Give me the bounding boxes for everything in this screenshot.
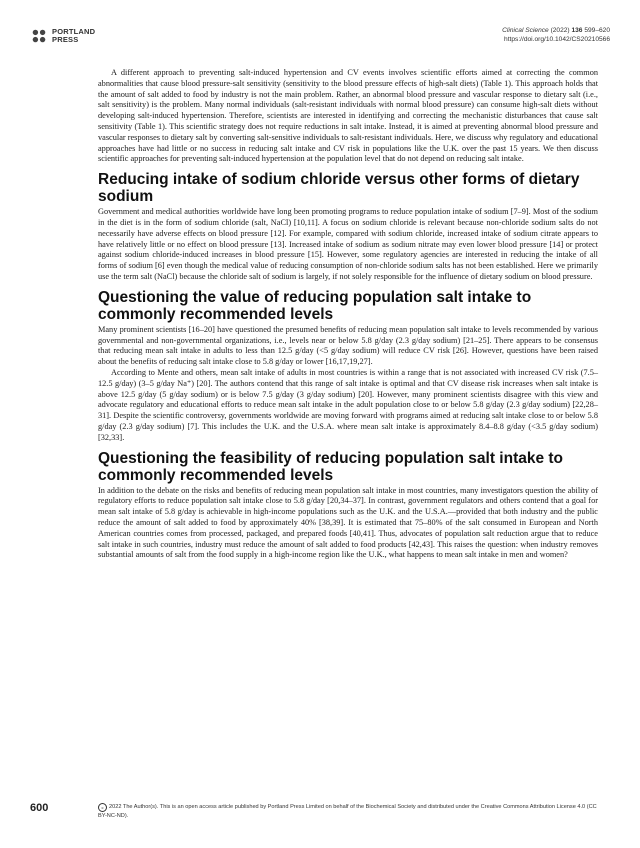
journal-name: Clinical Science xyxy=(502,27,549,34)
license-text: 2022 The Author(s). This is an open access article published by Portland Press Limited on behalf of the Biochemical Society and distributed under the Creative Commons Attribution License 4.0 (CC BY-NC-ND). xyxy=(98,804,597,819)
publisher-name-line1: PORTLAND xyxy=(52,27,96,36)
section-heading-sodium-forms: Reducing intake of sodium chloride versus other forms of dietary sodium xyxy=(98,171,580,206)
section-value-paragraph-1: Many prominent scientists [16–20] have questioned the presumed benefits of reducing mean population salt intake to levels recommended by various governmental and non-governmental organizations, i.e., levels near or below 5.8 g/day (2.3 g/day sodium) [21–25]. There appears to be consensus that reducing mean salt intake in adults to less than 12.5 g/day (<5 g/day sodium) will reduce CV risk [26]. However, questions have been raised about the benefits of reducing salt intake close to 5.8 g/day or lower [16,17,19,27]. xyxy=(98,324,598,367)
article-body xyxy=(98,68,598,561)
section-sodium-forms-paragraph: Government and medical authorities worldwide have long been promoting programs to reduce population intake of sodium [7–9]. Most of the sodium in the diet is in the form of sodium chloride (salt, NaCl) [10,11]. A focus on sodium chloride is relevant because non-chloride sodium salts do not necessarily have adverse effects on blood pressure [12]. For example, compared with sodium chloride, increased intake of sodium citrate appears to have relatively little or no effect on blood pressure [13]. Increased intake of sodium as sodium nitrate may even lower blood pressure [14] or protect against sodium chloride-induced increases in blood pressure [15]. However, some regulatory agencies are interested in reducing the intake of all forms of sodium [6] even though the medical value of reducing consumption of non-chloride sodium salts has not been established. Here we primarily use the term salt (NaCl) because the chloride salt of sodium is largely, if not solely responsible for the influence of dietary sodium on blood pressure. xyxy=(98,207,598,281)
section-feasibility-paragraph: In addition to the debate on the risks and benefits of reducing mean population salt intake in most countries, many investigators question the ability of regulatory efforts to reduce population salt intake close to 5.8 g/day [20,34–37]. In contrast, government regulators and others contend that a goal for mean salt intake of 5.8 g/day is achievable in high-income populations such as the U.K. and the U.S.A.—provided that both industry and the public reduce the amount of salt added to food by approximately 40% [38,39]. It is estimated that 75–80% of the salt consumed in European and North American countries comes from processed, packaged, and prepared foods [40,41]. Thus, advocates of population salt reduction argue that to reduce salt intake in such countries, industry must reduce the amount of salt added to food products [42,43]. This raises the question: when industry removes substantial amounts of salt from the food supply in a high-income region like the U.K., what happens to mean salt intake in men and women? xyxy=(98,485,598,560)
section-value-paragraph-2: According to Mente and others, mean salt intake of adults in most countries is within a range that is not associated with increased CV risk (7.5–12.5 g/day) (3–5 g/day Na⁺) [20]. The authors contend that this range of salt intake is optimal and that CV disease risk increases when salt intake is above 12.5 g/day (5 g/day sodium) or is below 7.5 g/day (3 g/day sodium) [20]. However, many prominent scientists disagree with this view and advocate regulatory and educational efforts to reduce mean salt intake in the adult population close to or below 5.8 g/day (2.3 g/day sodium) [22,28–31]. Despite the scientific controversy, governments worldwide are moving forward with programs aimed at reducing salt intake close to or below 5.8 g/day (2.3 g/day sodium) [7]. This includes the U.K. and the U.S.A. where mean salt intake is approximately 8.4–8.8 g/day (<3.5 g/day sodium) [32,33]. xyxy=(98,367,598,442)
intro-paragraph: A different approach to preventing salt-induced hypertension and CV events involves scientific efforts aimed at correcting the common abnormalities that cause blood pressure-salt sensitivity (sensitivity to the blood pressure effects of high-salt diets) (Table 1). This approach holds that the amount of salt added to food by industry is not the main problem. Rather, an abnormal blood pressure and vascular response to dietary salt (i.e., salt sensitivity) is the problem. Many normal individuals (salt-resistant individuals with normal blood pressure) can consume high-salt diets without developing salt-induced hypertension. Therefore, scientists are interested in identifying and correcting the mechanistic disturbances that cause salt sensitivity (Table 1). This scientific strategy does not require reductions in salt intake. Instead, it is aimed at preventing abnormal blood pressure and vascular responses to dietary salt by converting salt-sensitive individuals to salt-resistant individuals. Here, we discuss why regulatory and educational approaches have had little or no success in reducing salt intake and CV risk in populations like the U.K. over the past 15 years. We then discuss scientific approaches for preventing salt-induced hypertension at the population level that do not depend on reducing salt intake. xyxy=(98,68,598,164)
publisher-name-line2: PRESS xyxy=(52,35,79,44)
section-heading-feasibility: Questioning the feasibility of reducing population salt intake to commonly recommended levels xyxy=(98,449,564,484)
portland-press-logo-icon xyxy=(30,27,48,45)
license-footer xyxy=(98,803,598,821)
journal-pages: 599–620 xyxy=(584,27,610,34)
page-number: 600 xyxy=(30,802,49,814)
copyright-icon: c xyxy=(98,803,107,812)
section-heading-value-of-reduction: Questioning the value of reducing population salt intake to commonly recommended levels xyxy=(98,288,532,323)
doi-link[interactable]: https://doi.org/10.1042/CS20210566 xyxy=(504,36,610,43)
journal-volume: 136 xyxy=(571,27,583,34)
journal-year: (2022) xyxy=(550,27,570,34)
publisher-logo xyxy=(30,27,95,45)
journal-citation xyxy=(502,26,610,44)
